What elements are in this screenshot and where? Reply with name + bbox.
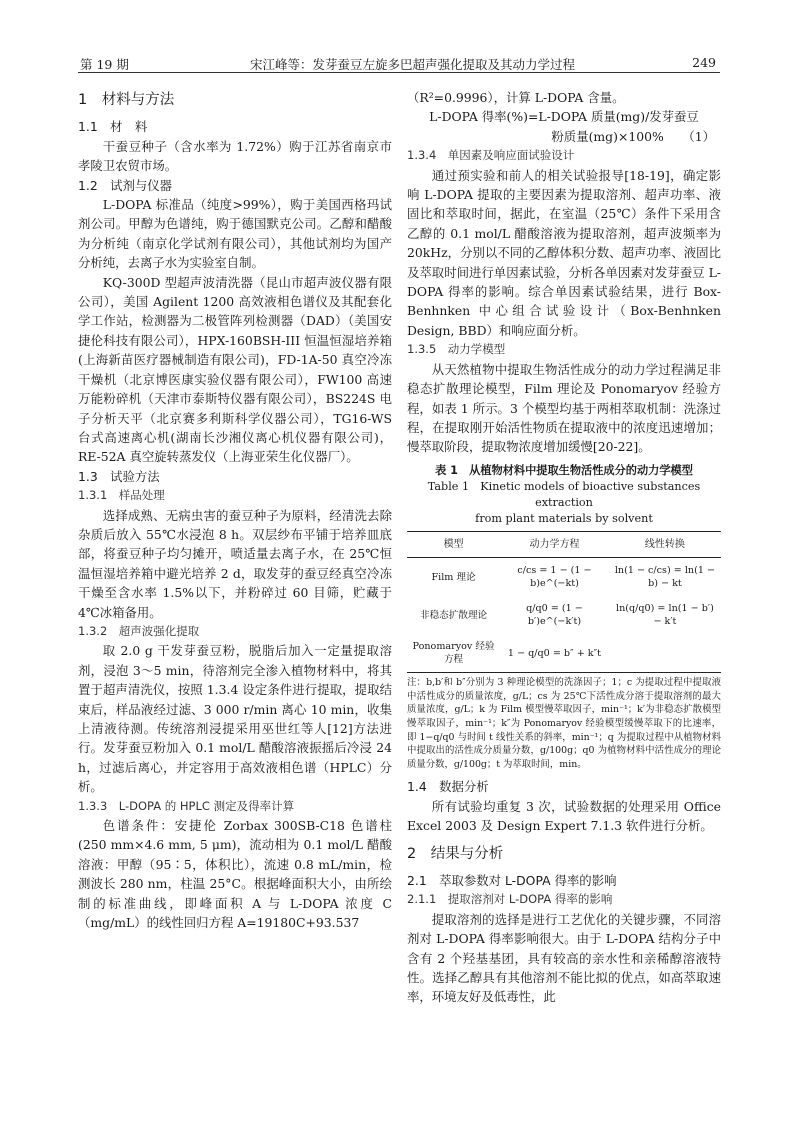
table-note: 注：b,b′和 b″分别为 3 种理论模型的洗涤因子；1；c 为提取过程中提取液中活性成分的质量浓度，g/L；cs 为 25℃下活性成分溶于提取溶剂的最大质量浓度，g/L；k 为 Film 模型慢萃取因子，min⁻¹；k′为非稳态扩散模型慢萃取因子，min⁻¹；k″为 Ponomaryov 经验模型缓慢萃取下的比速率，即 1−q/q0 与时间 t 线性关系的斜率，min⁻¹；q 为提取过程中从植物材料中提取出的活性成分质量分数，g/100g；q0 为植物材料中活性成分的理论质量分数，g/100g；t 为萃取时间，min。	[407, 677, 721, 770]
table-cell-linear: ln(1 − c/cs) = ln(1 − b) − kt	[614, 565, 716, 590]
formula-line-1: L-DOPA 得率(%)=L-DOPA 质量(mg)/发芽蚕豆	[429, 109, 699, 125]
paragraph-solvent: 提取溶剂的选择是进行工艺优化的关键步骤，不同溶剂对 L-DOPA 得率影响很大。由于 L-DOPA 结构分子中含有 2 个羟基基团，具有较高的亲水性和亲稀醇溶液特性。选择乙醇具有其他溶剂不能比拟的优点，如高萃取速率，环境友好及低毒性，此	[407, 911, 721, 1005]
section-heading-1-1: 1.1 材 料	[78, 119, 148, 135]
table-header-equation: 动力学方程	[500, 531, 609, 557]
section-heading-1-3: 1.3 试验方法	[78, 468, 160, 484]
section-heading-1-3-3: 1.3.3 L-DOPA 的 HPLC 测定及得率计算	[78, 798, 295, 813]
paragraph-r2: （R²=0.9996），计算 L-DOPA 含量。	[407, 90, 625, 105]
paragraph-kinetics: 从天然植物中提取生物活性成分的动力学过程满足非稳态扩散理论模型，Film 理论及 Ponomaryov 经验方程，如表 1 所示。3 个模型均基于两相萃取机制：洗涤过程，在提取刚开始活性物质在提取液中的浓度迅速增加；慢萃取阶段，提取物浓度增加缓慢[20-22]。	[407, 361, 721, 455]
paragraph-sample-prep: 选择成熟、无病虫害的蚕豆种子为原料，经清洗去除杂质后放入 55℃水浸泡 8 h。双层纱布平铺于培养皿底部，将蚕豆种子均匀摊开，喷适量去离子水，在 25℃恒温恒湿培养箱中避光培养 2 d，取发芽的蚕豆经真空冷冻干燥至含水率 1.5%以下，并粉碎过 60 目筛，贮藏于 4℃冰箱备用。	[78, 507, 392, 620]
table-cell-equation: 1 − q/q0 = b″ + k″t	[500, 634, 609, 673]
running-header	[78, 52, 720, 73]
table-cell-model: 非稳态扩散理论	[419, 609, 488, 621]
section-heading-1-3-5: 1.3.5 动力学模型	[407, 342, 506, 357]
section-heading-2-1: 2.1 萃取参数对 L-DOPA 得率的影响	[407, 872, 617, 888]
section-heading-2-1-1: 2.1.1 提取溶剂对 L-DOPA 得率的影响	[407, 892, 613, 907]
table-caption-cn: 表 1 从植物材料中提取生物活性成分的动力学模型	[435, 463, 693, 477]
paragraph-hplc: 色谱条件：安捷伦 Zorbax 300SB-C18 色谱柱(250 mm×4.6 mm, 5 μm)，流动相为 0.1 mol/L 醋酸溶液：甲醇（95∶5，体积比），流速 0.8 mL/min，检测波长 280 nm，柱温 25°C。根据峰面积大小，由所绘制的标准曲线，即峰面积 A 与 L-DOPA 浓度 C（mg/mL）的线性回归方程 A=19180C+93.537	[78, 818, 392, 931]
section-heading-2: 2 结果与分析	[407, 845, 504, 862]
section-heading-1-4: 1.4 数据分析	[407, 779, 489, 795]
section-heading-1-3-1: 1.3.1 样品处理	[78, 488, 165, 503]
page-number: 249	[692, 55, 716, 70]
table-cell-model: Ponomaryov 经验方程	[407, 634, 500, 673]
table-cell-equation: q/q0 = (1 − b′)e^(−k′t)	[526, 603, 583, 628]
table-row	[407, 558, 721, 597]
running-title: 宋江峰等：发芽蚕豆左旋多巴超声强化提取及其动力学过程	[250, 57, 576, 72]
formula-line-2: 粉质量(mg)×100% （1）	[551, 128, 715, 144]
issue-number: 第 19 期	[80, 57, 129, 72]
table-cell-equation: c/cs = 1 − (1 − b)e^(−kt)	[517, 565, 592, 590]
table-header-linear: 线性转换	[609, 531, 721, 557]
section-heading-1: 1 材料与方法	[78, 92, 175, 108]
kinetic-models-table	[407, 531, 721, 673]
table-cell-linear: ln(q/q0) = ln(1 − b′) − k′t	[616, 603, 714, 628]
section-heading-1-3-4: 1.3.4 单因素及响应面试验设计	[407, 148, 575, 163]
section-heading-1-2: 1.2 试剂与仪器	[78, 177, 173, 193]
right-column	[407, 88, 721, 1007]
table-row	[407, 596, 721, 634]
table-caption-en-1: Table 1 Kinetic models of bioactive substances extraction	[427, 479, 701, 509]
table-header-model: 模型	[407, 531, 500, 557]
paragraph-materials: 干蚕豆种子（含水率为 1.72%）购于江苏省南京市孝陵卫农贸市场。	[78, 138, 392, 174]
paragraph-instruments: KQ-300D 型超声波清洗器（昆山市超声波仪器有限公司），美国 Agilent 1200 高效液相色谱仪及其配套化学工作站，检测器为二极管阵列检测器（DAD）（美国安捷伦科技有限公司），HPX-160BSH-III 恒温恒湿培养箱(上海新苗医疗器械制造有限公司)，FD-1A-50 真空冷冻干燥机（北京博医康实验仪器有限公司），FW100 高速万能粉碎机（天津市泰斯特仪器有限公司），BS224S 电子分析天平（北京赛多利斯科学仪器公司），TG16-WS 台式高速离心机(湖南长沙湘仪离心机仪器有限公司)，RE-52A 真空旋转蒸发仪（上海亚荣生化仪器厂）。	[78, 274, 392, 465]
paragraph-reagents: L-DOPA 标准品（纯度>99%），购于美国西格玛试剂公司。甲醇为色谱纯，购于德国默克公司。乙醇和醋酸为分析纯（南京化学试剂有限公司），其他试剂均为国产分析纯，去离子水为实验室自制。	[78, 197, 392, 271]
paragraph-design: 通过预实验和前人的相关试验报导[18-19]，确定影响 L-DOPA 提取的主要因素为提取溶剂、超声功率、液固比和萃取时间，据此，在室温（25℃）条件下采用含乙醇的 0.1 mol/L 醋酸溶液为提取溶剂，超声波频率为 20kHz，分别以不同的乙醇体积分数、超声功率、液固比及萃取时间进行单因素试验，分析各单因素对发芽蚕豆 L-DOPA 得率的影响。综合单因素试验结果，进行 Box-Benhnken 中心组合试验设计（Box-Benhnken Design, BBD）和响应面分析。	[407, 167, 721, 338]
paragraph-ultrasonic: 取 2.0 g 干发芽蚕豆粉，脱脂后加入一定量提取溶剂，浸泡 3～5 min，待溶剂完全渗入植物材料中，将其置于超声清洗仪，按照 1.3.4 设定条件进行提取，提取结束后，样品液经过滤、3 000 r/min 离心 10 min，收集上清液待测。传统溶剂浸提采用巫世红等人[12]方法进行。发芽蚕豆粉加入 0.1 mol/L 醋酸溶液振摇后冷浸 24 h，过滤后离心，并定容用于高效液相色谱（HPLC）分析。	[78, 643, 392, 795]
left-column	[78, 88, 392, 932]
table-row	[407, 634, 721, 673]
table-caption-en-2: from plant materials by solvent	[475, 511, 653, 525]
section-heading-1-3-2: 1.3.2 超声波强化提取	[78, 623, 200, 638]
table-cell-model: Film 理论	[431, 571, 476, 583]
table-cell-linear	[609, 634, 721, 673]
paragraph-data-analysis: 所有试验均重复 3 次，试验数据的处理采用 Office Excel 2003 及 Design Expert 7.1.3 软件进行分析。	[407, 798, 721, 834]
